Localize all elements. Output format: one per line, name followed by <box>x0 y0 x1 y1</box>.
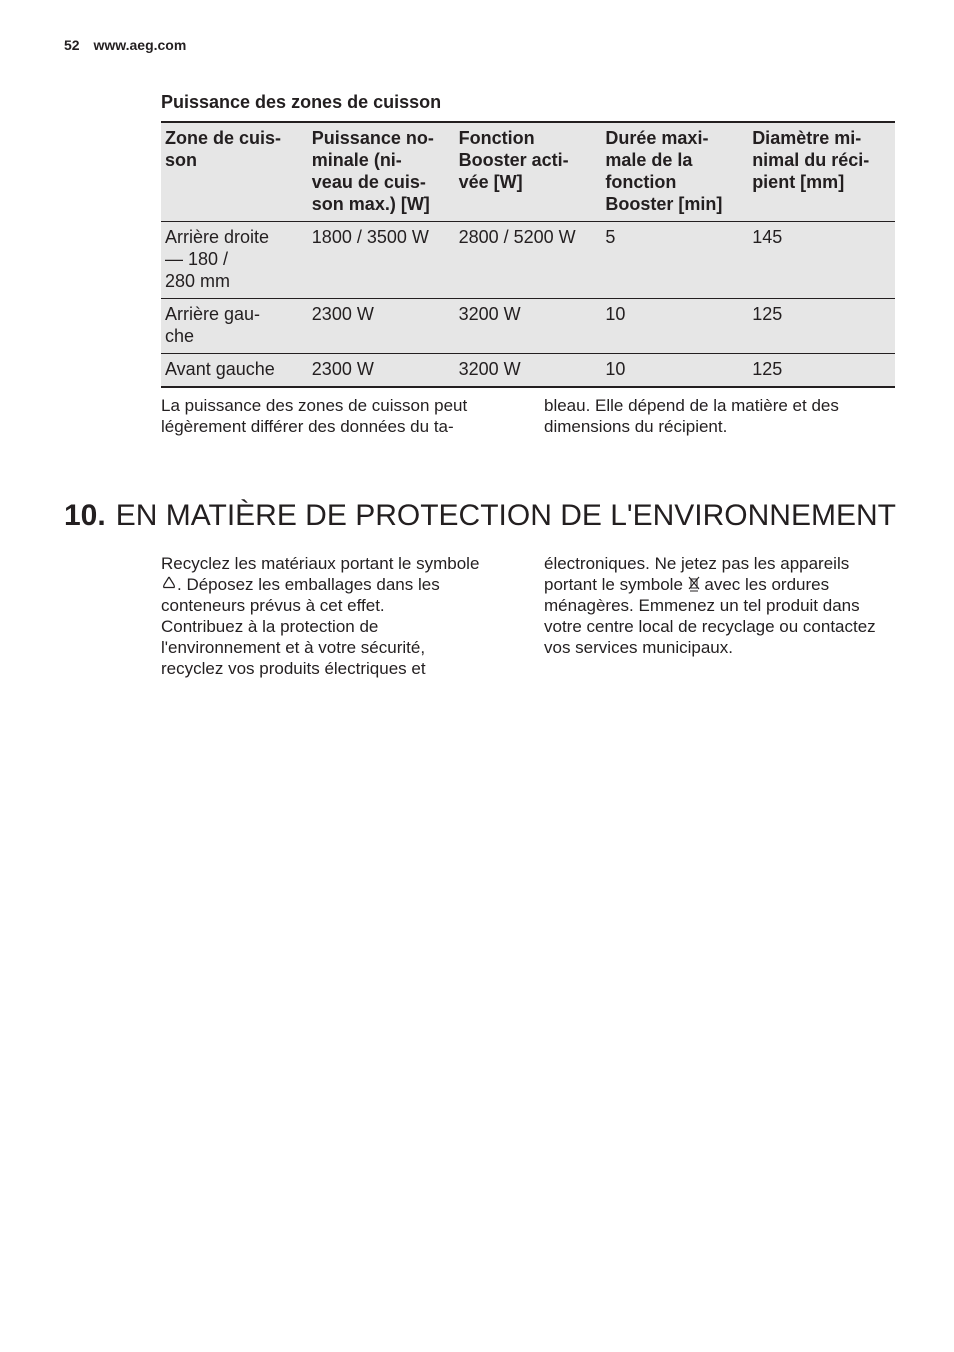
column-header: Fonction Booster acti- vée [W] <box>455 122 602 222</box>
environment-paragraph: Contribuez à la protection de l'environnement et à votre sécurité, recyclez vos produits électriques et <box>161 617 426 678</box>
table-cell: Avant gauche <box>161 354 308 388</box>
chapter-title: EN MATIÈRE DE PROTECTION DE L'ENVIRONNEMENT <box>115 499 896 532</box>
table-cell: 2300 W <box>308 354 455 388</box>
page-number: 52 <box>64 37 80 53</box>
column-header: Zone de cuis- son <box>161 122 308 222</box>
column-header: Durée maxi- male de la fonction Booster [min] <box>601 122 748 222</box>
table-cell: Arrière droite — 180 / 280 mm <box>161 222 308 299</box>
weee-text-end: avec les ordures ménagères. Emmenez un tel produit dans votre centre local de recyclage ou contactez vos services municipaux. <box>544 575 876 657</box>
table-note-right: bleau. Elle dépend de la matière et des dimensions du récipient. <box>544 396 839 436</box>
table-row <box>161 299 895 354</box>
crossed-bin-icon <box>688 575 700 594</box>
table-cell: 2300 W <box>308 299 455 354</box>
table-cell: Arrière gau- che <box>161 299 308 354</box>
table-row <box>161 222 895 299</box>
table-cell: 145 <box>748 222 895 299</box>
recycle-text-end: . Déposez les emballages dans les conteneurs prévus à cet effet. <box>161 575 440 615</box>
cooking-zones-power-table <box>161 121 895 388</box>
page-header <box>64 37 186 53</box>
table-cell: 3200 W <box>455 354 602 388</box>
table-row <box>161 354 895 388</box>
table-cell: 2800 / 5200 W <box>455 222 602 299</box>
column-header: Puissance no- minale (ni- veau de cuis- son max.) [W] <box>308 122 455 222</box>
recycle-paragraph <box>161 553 491 616</box>
environment-text-left <box>161 553 491 679</box>
table-header-row <box>161 122 895 222</box>
weee-paragraph <box>544 553 894 658</box>
table-cell: 10 <box>601 299 748 354</box>
recycle-icon <box>161 575 177 594</box>
recycle-text-start: Recyclez les matériaux portant le symbole <box>161 554 480 573</box>
chapter-heading <box>64 497 924 535</box>
weee-text-start: électroniques. Ne jetez pas les appareils portant le symbole <box>544 554 850 594</box>
table-cell: 10 <box>601 354 748 388</box>
table-cell: 125 <box>748 354 895 388</box>
table-cell: 5 <box>601 222 748 299</box>
table-note-left: La puissance des zones de cuisson peut légèrement différer des données du ta- <box>161 396 468 436</box>
site-url: www.aeg.com <box>93 37 187 53</box>
column-header: Diamètre mi- nimal du réci- pient [mm] <box>748 122 895 222</box>
chapter-number: 10. <box>64 499 106 532</box>
table-cell: 125 <box>748 299 895 354</box>
table-section-title: Puissance des zones de cuisson <box>161 92 442 112</box>
table-cell: 3200 W <box>455 299 602 354</box>
table-cell: 1800 / 3500 W <box>308 222 455 299</box>
environment-text-right <box>544 553 894 658</box>
